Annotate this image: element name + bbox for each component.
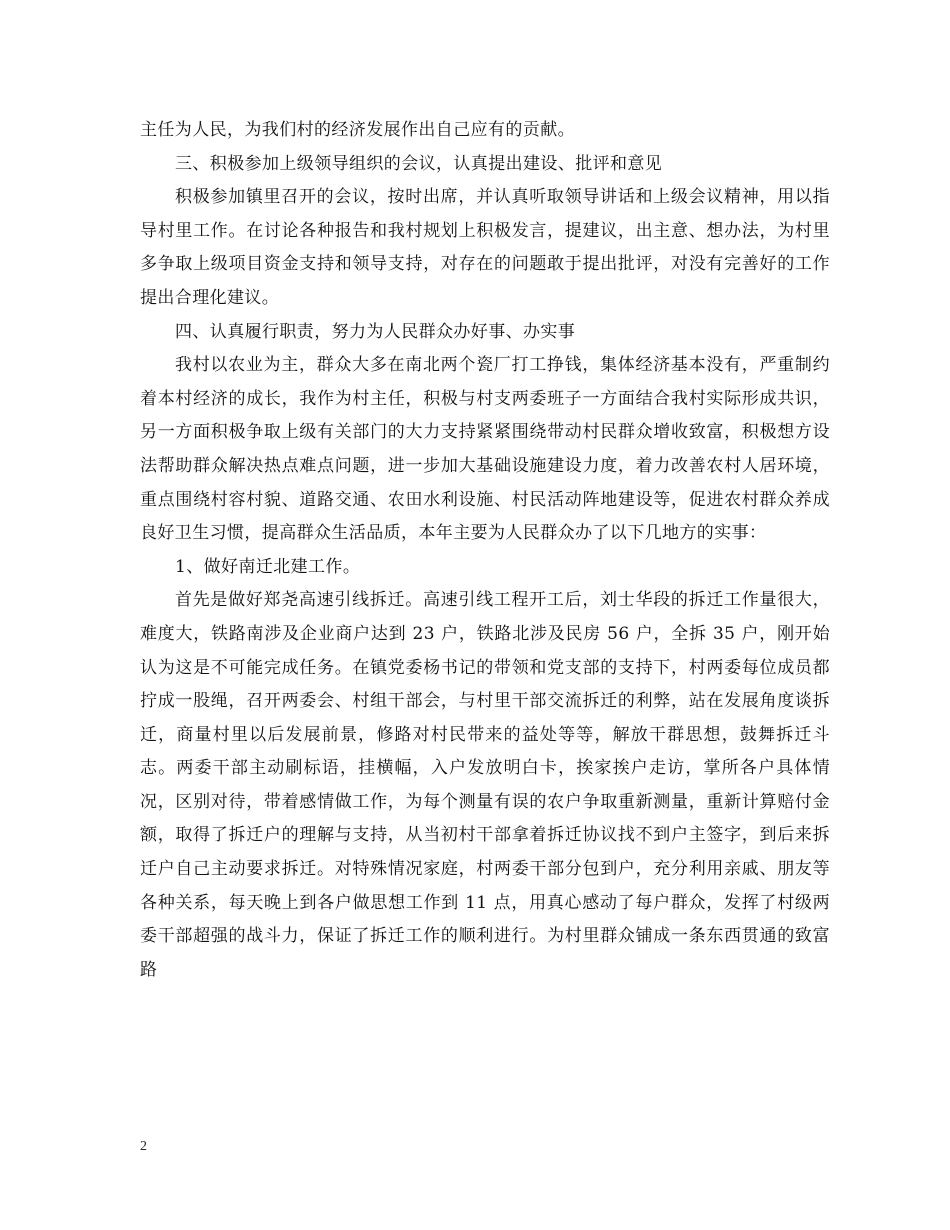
page-number: 2: [140, 1139, 147, 1154]
paragraph-village-overview: 我村以农业为主，群众大多在南北两个瓷厂打工挣钱，集体经济基本没有，严重制约着本村经济的成长，我作为村主任，积极与村支两委班子一方面结合我村实际形成共识，另一方面积极争取上级有关部门的大力支持紧紧围绕带动村民群众增收致富，积极想方设法帮助群众解决热点难点问题，进一步加大基础设施建设力度，着力改善农村人居环境，重点围绕村容村貌、道路交通、农田水利设施、村民活动阵地建设等，促进农村群众养成良好卫生习惯，提高群众生活品质，本年主要为人民群众办了以下几地方的实事：: [140, 355, 830, 544]
document-body: [140, 114, 830, 987]
subsection-heading-1: 1、做好南迁北建工作。: [175, 556, 361, 577]
paragraph-1: 主任为人民，为我们村的经济发展作出自己应有的贡献。: [140, 120, 575, 140]
paragraph-meetings: 积极参加镇里召开的会议，按时出席，并认真听取领导讲话和上级会议精神，用以指导村里工作。在讨论各种报告和我村规划上积极发言，提建议，出主意、想办法，为村里多争取上级项目资金支持和领导支持，对存在的问题敢于提出批评，对没有完善好的工作提出合理化建议。: [140, 187, 830, 308]
section-heading-3: 三、积极参加上级领导组织的会议，认真提出建设、批评和意见: [175, 153, 663, 174]
paragraph-relocation: 首先是做好郑尧高速引线拆迁。高速引线工程开工后，刘士华段的拆迁工作量很大，难度大，铁路南涉及企业商户达到 23 户，铁路北涉及民房 56 户，全拆 35 户，刚开始认为这是不可能完成任务。在镇党委杨书记的带领和党支部的支持下，村两委每位成员都拧成一股绳，召开两委会、村组干部会，与村里干部交流拆迁的利弊，站在发展角度谈拆迁，商量村里以后发展前景，修路对村民带来的益处等等，解放干群思想，鼓舞拆迁斗志。两委干部主动刷标语，挂横幅，入户发放明白卡，挨家挨户走访，掌所各户具体情况，区别对待，带着感情做工作，为每个测量有误的农户争取重新测量，重新计算赔付金额，取得了拆迁户的理解与支持，从当初村干部拿着拆迁协议找不到户主签字，到后来拆迁户自己主动要求拆迁。对特殊情况家庭，村两委干部分包到户，充分利用亲戚、朋友等各种关系，每天晚上到各户做思想工作到 11 点，用真心感动了每户群众，发挥了村级两委干部超强的战斗力，保证了拆迁工作的顺利进行。为村里群众铺成一条东西贯通的致富路: [140, 590, 830, 980]
section-heading-4: 四、认真履行职责，努力为人民群众办好事、办实事: [175, 321, 576, 342]
